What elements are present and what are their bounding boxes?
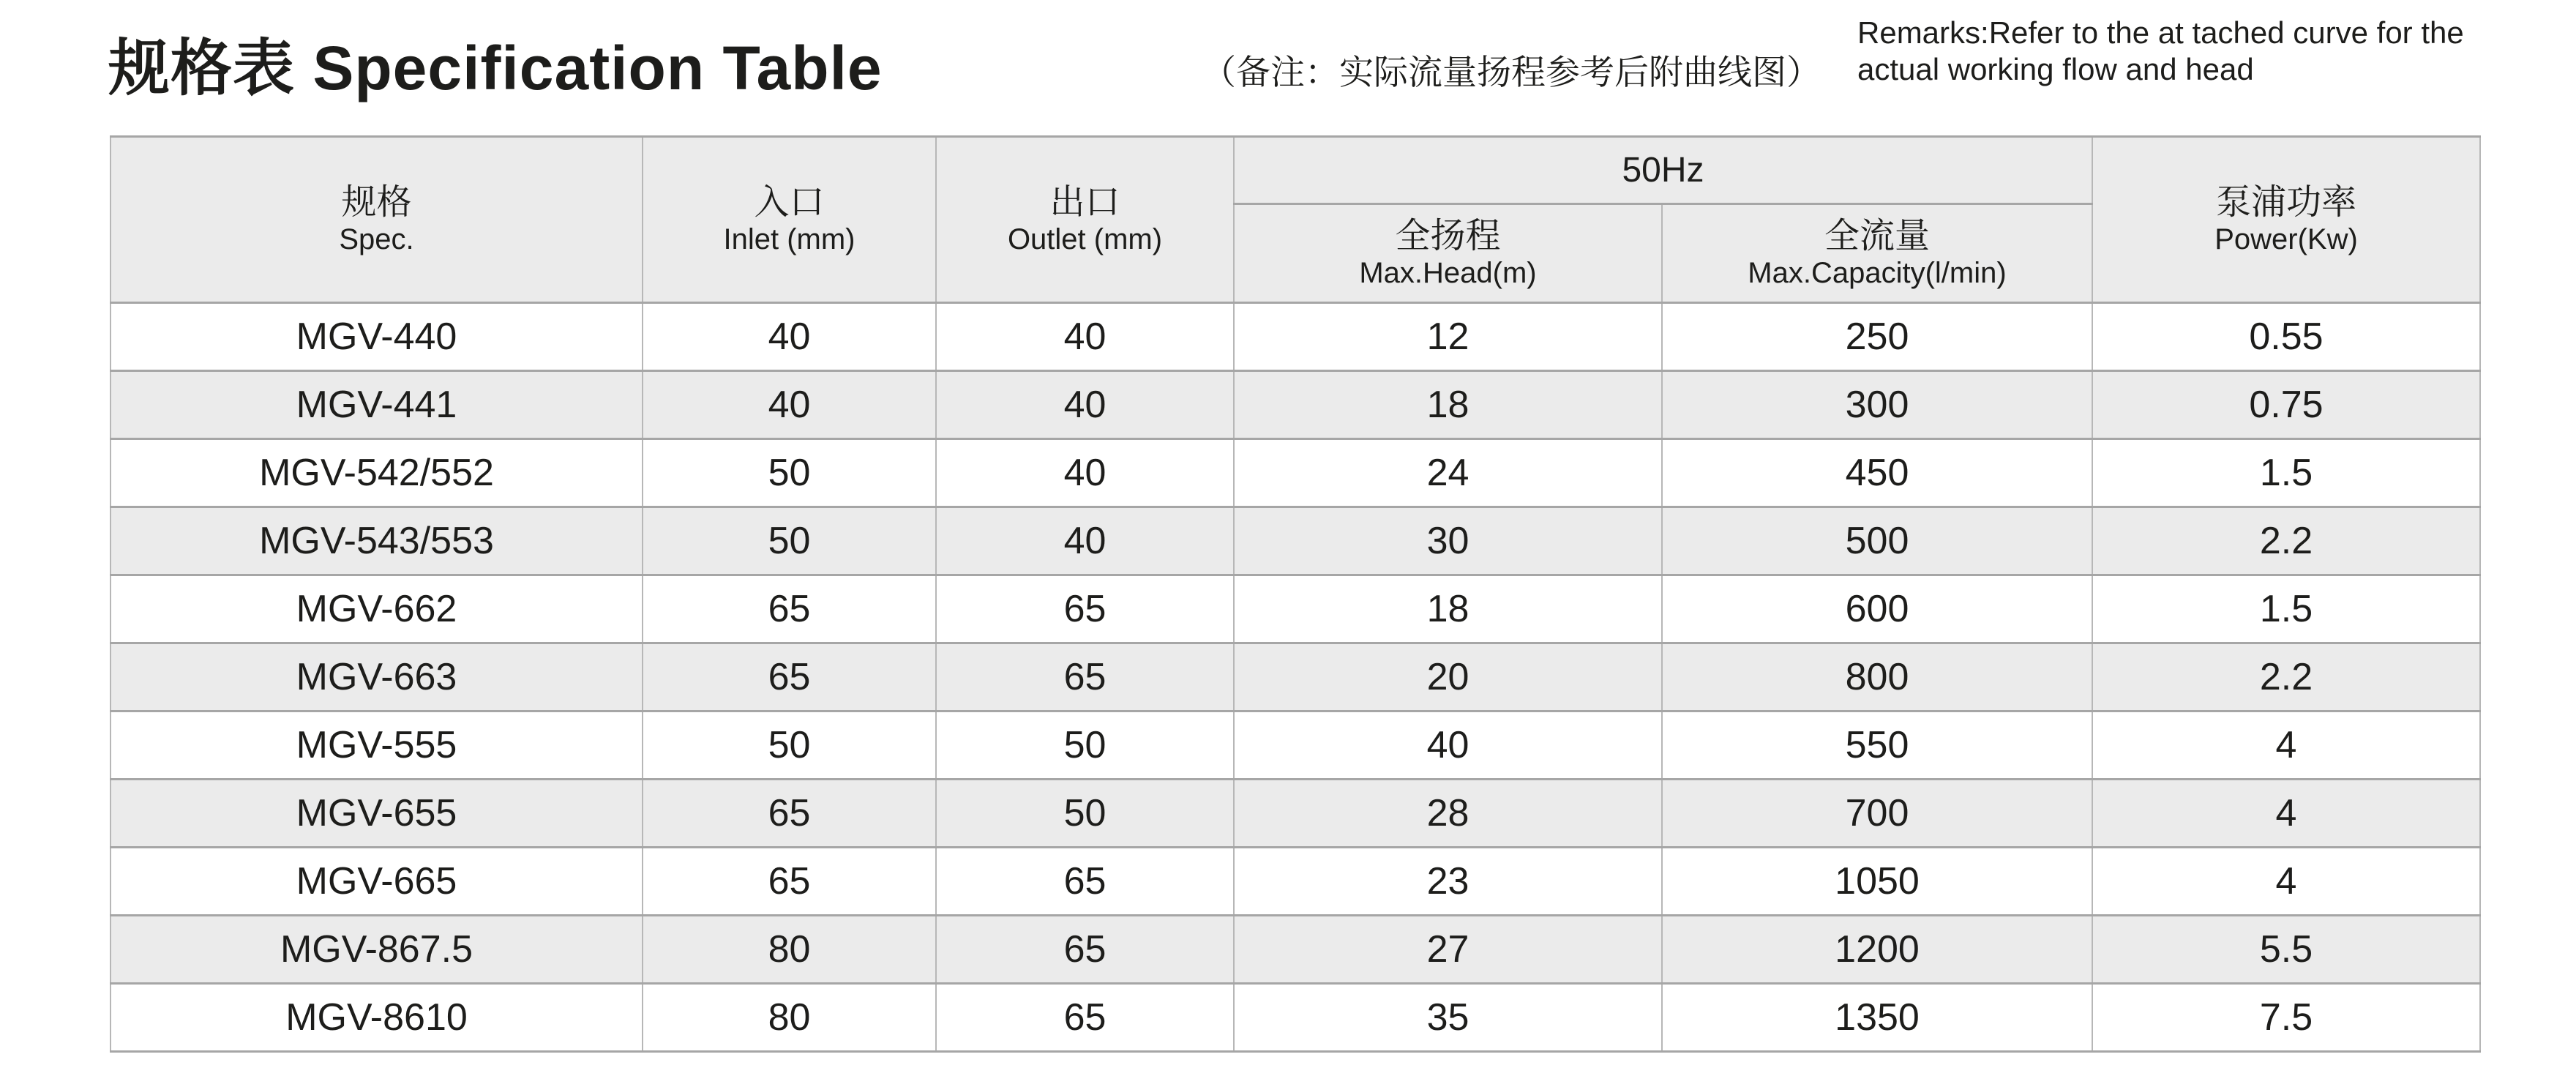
max-head-cell: 30	[1234, 507, 1662, 575]
col-header-power-en: Power(Kw)	[2214, 223, 2358, 255]
inlet-cell: 80	[643, 984, 936, 1052]
power-cell: 4	[2092, 780, 2480, 848]
max-capacity-cell: 1350	[1662, 984, 2092, 1052]
table-row	[111, 780, 2480, 848]
remarks-line-2: actual working flow and head	[1857, 52, 2254, 86]
table-row	[111, 575, 2480, 643]
inlet-cell: 50	[643, 711, 936, 780]
outlet-cell: 50	[936, 780, 1234, 848]
max-capacity-cell: 300	[1662, 371, 2092, 439]
table-row	[111, 303, 2480, 371]
col-header-spec	[111, 137, 643, 303]
max-head-cell: 24	[1234, 439, 1662, 507]
table-row	[111, 711, 2480, 780]
inlet-cell: 50	[643, 507, 936, 575]
col-header-max-head	[1234, 204, 1662, 303]
max-capacity-cell: 1200	[1662, 916, 2092, 984]
spec-cell: MGV-440	[111, 303, 643, 371]
spec-cell: MGV-655	[111, 780, 643, 848]
col-header-max-capacity-zh: 全流量	[1824, 217, 1930, 255]
power-cell: 0.75	[2092, 371, 2480, 439]
col-header-max-head-zh: 全扬程	[1395, 217, 1501, 255]
outlet-cell: 40	[936, 507, 1234, 575]
max-capacity-cell: 1050	[1662, 848, 2092, 916]
outlet-cell: 65	[936, 916, 1234, 984]
inlet-cell: 40	[643, 303, 936, 371]
col-header-50hz-group	[1234, 137, 2092, 204]
table-row	[111, 507, 2480, 575]
col-header-power-zh: 泵浦功率	[2215, 183, 2356, 222]
power-cell: 0.55	[2092, 303, 2480, 371]
outlet-cell: 40	[936, 439, 1234, 507]
outlet-cell: 50	[936, 711, 1234, 780]
inlet-cell: 65	[643, 848, 936, 916]
col-header-inlet	[643, 137, 936, 303]
spec-cell: MGV-8610	[111, 984, 643, 1052]
table-row	[111, 643, 2480, 711]
spec-cell: MGV-663	[111, 643, 643, 711]
col-header-spec-zh: 规格	[341, 183, 412, 222]
col-header-max-head-en: Max.Head(m)	[1359, 257, 1537, 289]
col-header-spec-en: Spec.	[339, 223, 414, 255]
max-head-cell: 18	[1234, 575, 1662, 643]
inlet-cell: 65	[643, 643, 936, 711]
table-row	[111, 916, 2480, 984]
power-cell: 1.5	[2092, 575, 2480, 643]
power-cell: 2.2	[2092, 643, 2480, 711]
spec-cell: MGV-665	[111, 848, 643, 916]
max-capacity-cell: 800	[1662, 643, 2092, 711]
power-cell: 4	[2092, 711, 2480, 780]
freq-group-label: 50Hz	[1622, 151, 1704, 190]
table-header	[111, 137, 2480, 303]
spec-cell: MGV-867.5	[111, 916, 643, 984]
max-capacity-cell: 700	[1662, 780, 2092, 848]
table-row	[111, 984, 2480, 1052]
power-cell: 4	[2092, 848, 2480, 916]
outlet-cell: 65	[936, 848, 1234, 916]
max-capacity-cell: 500	[1662, 507, 2092, 575]
max-capacity-cell: 450	[1662, 439, 2092, 507]
max-head-cell: 40	[1234, 711, 1662, 780]
spec-cell: MGV-662	[111, 575, 643, 643]
col-header-inlet-en: Inlet (mm)	[723, 223, 855, 255]
inlet-cell: 65	[643, 575, 936, 643]
remarks-line-1: Remarks:Refer to the at tached curve for the	[1857, 15, 2464, 50]
spec-cell: MGV-543/553	[111, 507, 643, 575]
inlet-cell: 40	[643, 371, 936, 439]
col-header-power	[2092, 137, 2480, 303]
col-header-outlet	[936, 137, 1234, 303]
max-head-cell: 20	[1234, 643, 1662, 711]
spec-cell: MGV-555	[111, 711, 643, 780]
outlet-cell: 65	[936, 643, 1234, 711]
spec-cell: MGV-441	[111, 371, 643, 439]
max-capacity-cell: 550	[1662, 711, 2092, 780]
inlet-cell: 65	[643, 780, 936, 848]
specification-table	[110, 135, 2481, 1053]
inlet-cell: 50	[643, 439, 936, 507]
outlet-cell: 40	[936, 371, 1234, 439]
outlet-cell: 40	[936, 303, 1234, 371]
col-header-max-capacity-en: Max.Capacity(l/min)	[1748, 257, 2007, 289]
max-head-cell: 18	[1234, 371, 1662, 439]
power-cell: 7.5	[2092, 984, 2480, 1052]
page-title: 规格表 Specification Table	[108, 34, 883, 102]
outlet-cell: 65	[936, 575, 1234, 643]
max-head-cell: 23	[1234, 848, 1662, 916]
table-body	[111, 303, 2480, 1052]
inlet-cell: 80	[643, 916, 936, 984]
col-header-inlet-zh: 入口	[754, 183, 825, 222]
table-row	[111, 371, 2480, 439]
max-head-cell: 28	[1234, 780, 1662, 848]
col-header-outlet-en: Outlet (mm)	[1007, 223, 1163, 255]
chinese-note: （备注：实际流量扬程参考后附曲线图）	[1202, 53, 1821, 91]
max-capacity-cell: 250	[1662, 303, 2092, 371]
col-header-max-capacity	[1662, 204, 2092, 303]
power-cell: 2.2	[2092, 507, 2480, 575]
table-row	[111, 848, 2480, 916]
col-header-outlet-zh: 出口	[1049, 183, 1120, 222]
max-head-cell: 35	[1234, 984, 1662, 1052]
power-cell: 1.5	[2092, 439, 2480, 507]
remarks-text	[1857, 15, 2576, 88]
max-head-cell: 12	[1234, 303, 1662, 371]
table-row	[111, 439, 2480, 507]
spec-cell: MGV-542/552	[111, 439, 643, 507]
max-head-cell: 27	[1234, 916, 1662, 984]
max-capacity-cell: 600	[1662, 575, 2092, 643]
power-cell: 5.5	[2092, 916, 2480, 984]
outlet-cell: 65	[936, 984, 1234, 1052]
